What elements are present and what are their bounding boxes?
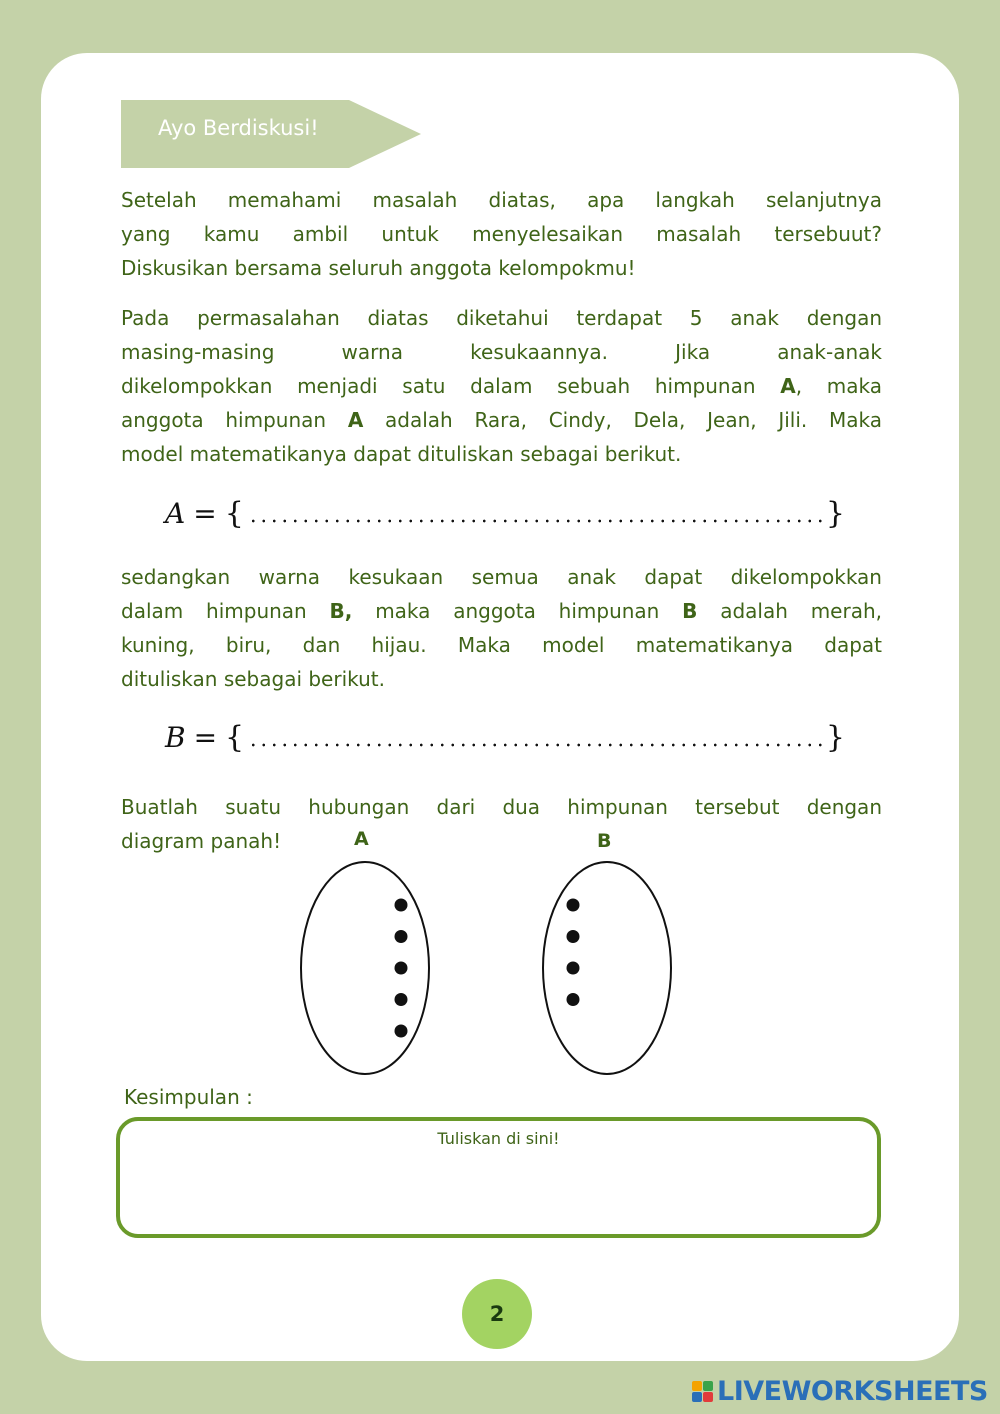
liveworksheets-watermark (692, 1376, 988, 1406)
conclusion-label: Kesimpulan : (124, 1085, 253, 1109)
discussion-instruction: Setelah memahami masalah diatas, apa langkah selanjutnya yang kamu ambil untuk menyelesaikan masalah tersebuut? Diskusikan bersama seluruh anggota kelompokmu! (121, 188, 882, 280)
set-b-label: B (597, 830, 612, 852)
colors-description: sedangkan warna kesukaan semua anak dapat dikelompokkan dalam himpunan B, maka anggota himpunan B adalah merah, kuning, biru, dan hijau. Maka model matematikanya dapat dituliskan sebagai berikut. (121, 565, 882, 691)
conclusion-answer-box[interactable] (116, 1117, 881, 1238)
page-number: 2 (462, 1279, 532, 1349)
set-a-formula: A = { } (165, 495, 845, 531)
set-a-answer-blank[interactable] (248, 519, 822, 523)
set-b-point (567, 899, 580, 912)
liveworksheets-logo-icon (692, 1381, 713, 1402)
set-b-point (567, 930, 580, 943)
set-a-point (395, 962, 408, 975)
set-a-point (395, 930, 408, 943)
set-b-formula: B = { } (165, 719, 845, 755)
set-a-ellipse (301, 862, 429, 1074)
arrow-diagram (290, 850, 690, 1090)
conclusion-placeholder: Tuliskan di sini! (437, 1129, 560, 1148)
brand-name: LIVEWORKSHEETS (717, 1375, 988, 1407)
set-b-point (567, 993, 580, 1006)
set-a-point (395, 993, 408, 1006)
set-a-label: A (354, 828, 369, 850)
set-b-ellipse (543, 862, 671, 1074)
arrow-diagram-instruction: Buatlah suatu hubungan dari dua himpunan tersebut dengan diagram panah! (121, 795, 882, 853)
problem-description: Pada permasalahan diatas diketahui terdapat 5 anak dengan masing-masing warna kesukaannya. Jika anak-anak dikelompokkan menjadi satu dalam sebuah himpunan A, maka anggota himpunan A adalah Rara, Cindy, Dela, Jean, Jili. Maka model matematikanya dapat dituliskan sebagai berikut. (121, 306, 882, 466)
set-b-point (567, 962, 580, 975)
set-a-point (395, 899, 408, 912)
section-title: Ayo Berdiskusi! (158, 116, 319, 140)
set-a-point (395, 1025, 408, 1038)
set-b-answer-blank[interactable] (248, 743, 822, 747)
